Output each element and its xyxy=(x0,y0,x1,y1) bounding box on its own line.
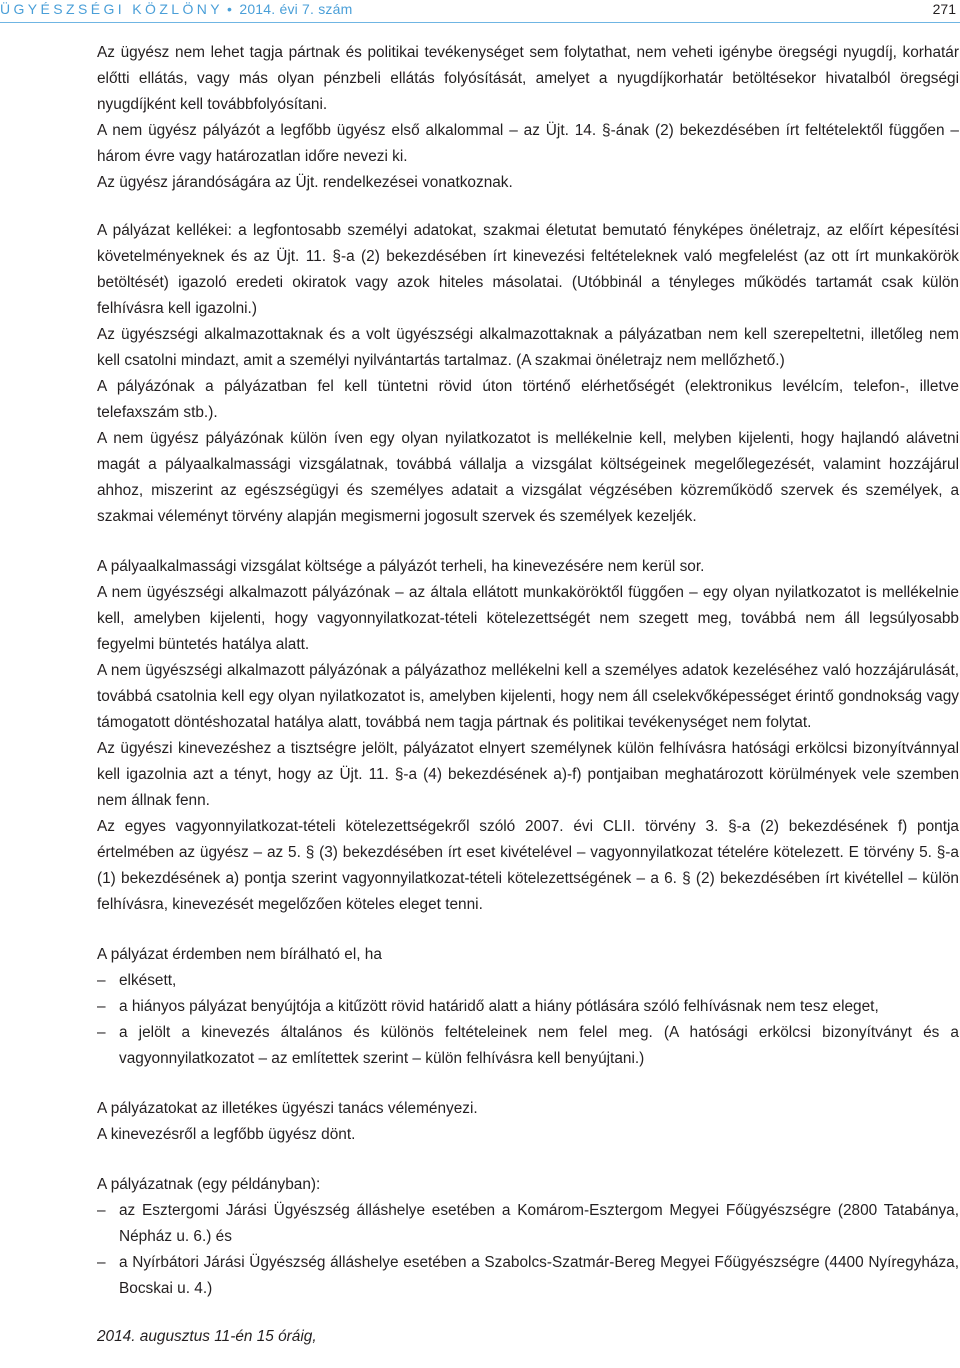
header-rule xyxy=(0,22,960,23)
paragraph-contact: A pályázónak a pályázatban fel kell tüntetni rövid úton történő elérhetőségét (elektronikus levélcím, telefon-, illetve telefaxszám stb.). xyxy=(97,378,959,421)
submission-deadline: 2014. augusztus 11-én 15 óráig, xyxy=(97,1328,317,1345)
spacer xyxy=(97,1072,959,1096)
submission-list xyxy=(97,1198,959,1302)
list-item xyxy=(97,1020,959,1072)
list-item-text: az Esztergomi Járási Ügyészség álláshelye esetében a Komárom-Esztergom Megyei Főügyészségre (2800 Tatabánya, Népház u. 6.) és xyxy=(119,1202,959,1245)
running-header xyxy=(0,0,960,22)
spacer xyxy=(97,1148,959,1172)
paragraph-appointment: A nem ügyész pályázót a legfőbb ügyész első alkalommal – az Üjt. 14. §-ának (2) bekezdésében írt feltételektől függően – három évre vagy határozatlan időre nevezi ki. xyxy=(97,122,959,165)
issue-label: 2014. évi 7. szám xyxy=(239,1,353,17)
spacer xyxy=(97,530,959,554)
header-separator: • xyxy=(227,1,236,17)
list-item-text: a Nyírbátori Járási Ügyészség álláshelye esetében a Szabolcs-Szatmár-Bereg Megyei Főügyészségre (4400 Nyíregyháza, Bocskai u. 4.) xyxy=(119,1254,959,1297)
paragraph-declaration: A nem ügyész pályázónak külön íven egy olyan nyilatkozatot is mellékelnie kell, melyben kijelenti, hogy hajlandó alávetni magát a pályaalkalmassági vizsgálatnak, továbbá vállalja a vizsgálat költségeinek megelőlegezését, valamint hozzájárul ahhoz, miszerint az egészségügyi és személyes adatait a vizsgálat végzésében közreműködő szervek és személyek, a szakmai véleményt törvény alapján megismerni jogosult szervek és személyek kezeljék. xyxy=(97,430,959,525)
spacer xyxy=(97,1302,959,1324)
paragraph-cost: A pályaalkalmassági vizsgálat költsége a pályázót terheli, ha kinevezésére nem kerül sor. xyxy=(97,558,705,575)
submission-intro: A pályázatnak (egy példányban): xyxy=(97,1176,321,1193)
list-item xyxy=(97,968,959,994)
list-item xyxy=(97,1250,959,1302)
paragraph-council-review: A pályázatokat az illetékes ügyészi tanács véleményezi. xyxy=(97,1100,478,1117)
dash-bullet: – xyxy=(97,1202,106,1219)
spacer xyxy=(97,918,959,942)
dash-bullet: – xyxy=(97,972,106,989)
paragraph-salary: Az ügyész járandóságára az Üjt. rendelkezései vonatkoznak. xyxy=(97,174,513,191)
paragraph-requirements: A pályázat kellékei: a legfontosabb személyi adatokat, szakmai életutat bemutató fényképes önéletrajz, az előírt képesítési követelményeknek és az Üjt. 11. §-a (2) bekezdésében írt kinevezési feltételeknek való megfelelést (az ott írt munkakörök betöltését) igazoló eredeti okiratok vagy azok hiteles másolatai. (Utóbbinál a tényleges működés tartamát csak külön felhívásra kell igazolni.) xyxy=(97,222,959,317)
paragraph-certificate: Az ügyészi kinevezéshez a tisztségre jelölt, pályázatot elnyert személynek külön felhívásra hatósági erkölcsi bizonyítvánnyal kell igazolnia azt a tényt, hogy az Üjt. 11. §-a (4) bekezdésének a)-f) pontjaiban meghatározott körülmények vele szemben nem állnak fenn. xyxy=(97,740,959,809)
dash-bullet: – xyxy=(97,998,106,1015)
dash-bullet: – xyxy=(97,1024,106,1041)
paragraph-asset-declaration: Az egyes vagyonnyilatkozat-tételi kötelezettségekről szóló 2007. évi CLII. törvény 3. §-a (2) bekezdésének f) pontja értelmében az ügyész – az 5. § (3) bekezdésében írt eset kivételével – vagyonnyilatkozat tételére kötelezett. E törvény 5. §-a (1) bekezdésének a) pontja szerint vagyonnyilatkozat-tételi kötelezettségének – a 6. § (2) bekezdésében írt kivétellel – külön felhívásra, kinevezését megelőzően köteles eleget tenni. xyxy=(97,818,959,913)
paragraph-non-employee-declaration: A nem ügyészségi alkalmazott pályázónak – az általa ellátott munkaköröktől függően – egy olyan nyilatkozatot is mellékelnie kell, amelyben kijelenti, hogy vagyonnyilatkozat-tételi kötelezettségét nem szegett meg, továbbá nem áll legsúlyosabb fegyelmi büntetés hatálya alatt. xyxy=(97,584,959,653)
journal-title: ÜGYÉSZSÉGI KÖZLÖNY xyxy=(0,1,224,17)
paragraph-party-membership: Az ügyész nem lehet tagja pártnak és politikai tevékenységet sem folytathat, nem veheti igénybe öregségi nyugdíj, korhatár előtti ellátás, vagy más olyan pénzbeli ellátás folyósítását, amelyet a nyugdíjkorhatár betöltésekor hivatalból öregségi nyugdíjként kell továbbfolyósítani. xyxy=(97,44,959,113)
rejection-list xyxy=(97,968,959,1072)
list-item xyxy=(97,994,959,1020)
rejection-intro: A pályázat érdemben nem bírálható el, ha xyxy=(97,946,382,963)
list-item-text: a jelölt a kinevezés általános és különös feltételeinek nem felel meg. (A hatósági erkölcsi bizonyítványt és a vagyonnyilatkozatot – az említettek szerint – külön felhívásra kell benyújtani.) xyxy=(119,1024,959,1067)
list-item-text: elkésett, xyxy=(119,972,177,989)
list-item-text: a hiányos pályázat benyújtója a kitűzött rövid határidő alatt a hiány pótlására szóló felhívásnak nem tesz eleget, xyxy=(119,998,879,1015)
page-number: 271 xyxy=(932,1,956,17)
paragraph-employees: Az ügyészségi alkalmazottaknak és a volt ügyészségi alkalmazottaknak a pályázatban nem kell szerepeltetni, illetőleg nem kell csatolni mindazt, amit a személyi nyilvántartás tartalmaz. (A szakmai önéletrajz nem mellőzhető.) xyxy=(97,326,959,369)
paragraph-data-consent: A nem ügyészségi alkalmazott pályázónak a pályázathoz mellékelni kell a személyes adatok kezeléséhez való hozzájárulását, továbbá csatolnia kell egy olyan nyilatkozatot is, amelyben kijelenti, hogy nem áll cselekvőképességet érintő gondnokság vagy támogatott döntéshozatal hatálya alatt, továbbá nem tagja pártnak és politikai tevékenységet nem folytat. xyxy=(97,662,959,731)
document-body xyxy=(97,40,959,1350)
journal-header xyxy=(0,0,352,18)
paragraph-decision: A kinevezésről a legfőbb ügyész dönt. xyxy=(97,1126,356,1143)
dash-bullet: – xyxy=(97,1254,106,1271)
list-item xyxy=(97,1198,959,1250)
spacer xyxy=(97,196,959,218)
